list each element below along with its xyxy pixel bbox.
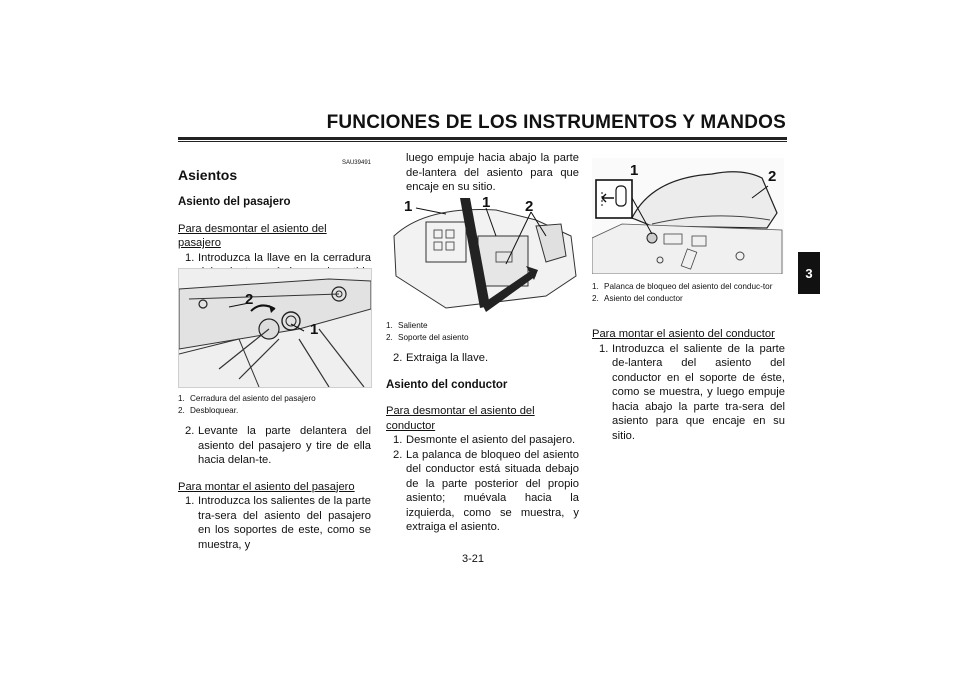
caption-text: Desbloquear.: [190, 405, 239, 415]
rider-remove-step-1: 1. Desmonte el asiento del pasajero.: [393, 434, 576, 446]
caption-text: Saliente: [398, 321, 428, 330]
rider-install-step-1: 1. Introduzca el saliente de la parte de-lantera del asiento del conductor en el soporte de éste, como se muestra, y luego empuje hacia abajo la parte tra-sera del asiento para que encaje en su sitio.: [599, 342, 785, 442]
caption-item: 1. Palanca de bloqueo del asiento del conduc-tor: [592, 282, 773, 291]
passenger-remove-heading: Para desmontar el asiento del pasajero: [178, 222, 327, 249]
figure1-callout-2: 2: [245, 291, 254, 308]
step-text: La palanca de bloqueo del asiento del conductor está situada debajo de la parte posterior del propio asiento; muévala hacia la izquierda, como se muestra, y extraiga el asiento.: [406, 448, 579, 533]
caption-item: 2. Asiento del conductor: [592, 293, 683, 303]
caption-item: 2. Desbloquear.: [178, 405, 239, 415]
passenger-install-heading: Para montar el asiento del pasajero: [178, 480, 355, 493]
caption-text: Asiento del conductor: [604, 293, 683, 303]
chapter-tab: 3: [798, 252, 820, 294]
passenger-remove-step-2: 2. Levante la parte delantera del asiento del pasajero y tire de ella hacia delan-te.: [185, 425, 371, 466]
step-text: Extraiga la llave.: [406, 352, 489, 364]
caption-item: 1. Saliente: [386, 321, 428, 330]
passenger-install-step-1-cont: [386, 151, 579, 195]
step-text: Introduzca el saliente de la parte de-lantera del asiento del conductor en el soporte de éste, como se muestra, y luego empuje hacia abajo la parte tra-sera del asiento para que encaje en su sitio.: [612, 342, 785, 442]
figure2-callout-1b: 1: [482, 196, 491, 211]
figure-rider-seat-lever: [592, 158, 784, 274]
caption-text: Soporte del asiento: [398, 332, 469, 342]
figure-passenger-seat-bracket: [386, 196, 579, 314]
figure2-callout-2: 2: [525, 198, 534, 215]
step-text: luego empuje hacia abajo la parte de-lantera del asiento para que encaje en su sitio.: [406, 152, 579, 193]
figure3-caption: [592, 281, 784, 304]
column-2: [386, 151, 579, 195]
page-number: 3-21: [462, 553, 485, 565]
figure1-callout-1: 1: [310, 321, 319, 338]
column-2-lower: [386, 351, 579, 535]
figure2-caption: [386, 320, 579, 343]
rider-seat-title: Asiento del conductor: [386, 378, 508, 391]
section-code: SAU39491: [341, 160, 371, 166]
figure3-callout-2: 2: [768, 168, 777, 185]
caption-text: Cerradura del asiento del pasajero: [190, 394, 316, 403]
passenger-seat-title: Asiento del pasajero: [178, 196, 291, 208]
page-header-title: FUNCIONES DE LOS INSTRUMENTOS Y MANDOS: [326, 112, 786, 133]
passenger-install-step-1: 1. Introduzca los salientes de la parte tra-sera del asiento del pasajero en los soportes de este, como se muestra, y: [185, 495, 371, 551]
figure3-callout-1: 1: [630, 162, 639, 179]
rider-remove-step-2: 2. La palanca de bloqueo del asiento del conductor está situada debajo de la parte posterior del propio asiento; muévala hacia la izquierda, como se muestra, y extraiga el asiento.: [393, 448, 579, 533]
passenger-remove-step-1: 1. Introduzca la llave en la cerradura: [178, 251, 371, 295]
rider-install-heading: Para montar el asiento del conductor: [592, 328, 775, 340]
caption-item: 2. Soporte del asiento: [386, 332, 469, 342]
caption-text: Palanca de bloqueo del asiento del conduc-tor: [604, 282, 773, 291]
column-1-lower: [178, 424, 371, 552]
header-rule-thin: [178, 141, 787, 142]
section-title: Asientos: [178, 166, 238, 183]
step-text: Levante la parte delantera del asiento del pasajero y tire de ella hacia delan-te.: [198, 425, 371, 466]
passenger-install-step-2: 2. Extraiga la llave.: [393, 352, 489, 364]
column-3-lower: [592, 327, 785, 443]
step-text: Desmonte el asiento del pasajero.: [406, 434, 576, 446]
figure2-callout-1a: 1: [404, 198, 413, 215]
step-text: Introduzca la llave en la cerradura: [198, 251, 371, 264]
caption-item: 1. Cerradura del asiento del pasajero: [178, 394, 316, 403]
figure1-caption: [178, 393, 371, 416]
rider-remove-heading: Para desmontar el asiento del conductor: [386, 405, 535, 432]
header-rule: [178, 137, 787, 140]
figure-passenger-seat-lock: [178, 268, 372, 388]
step-text: Introduzca los salientes de la parte tra-sera del asiento del pasajero en los soportes de este, como se muestra, y: [198, 495, 371, 551]
